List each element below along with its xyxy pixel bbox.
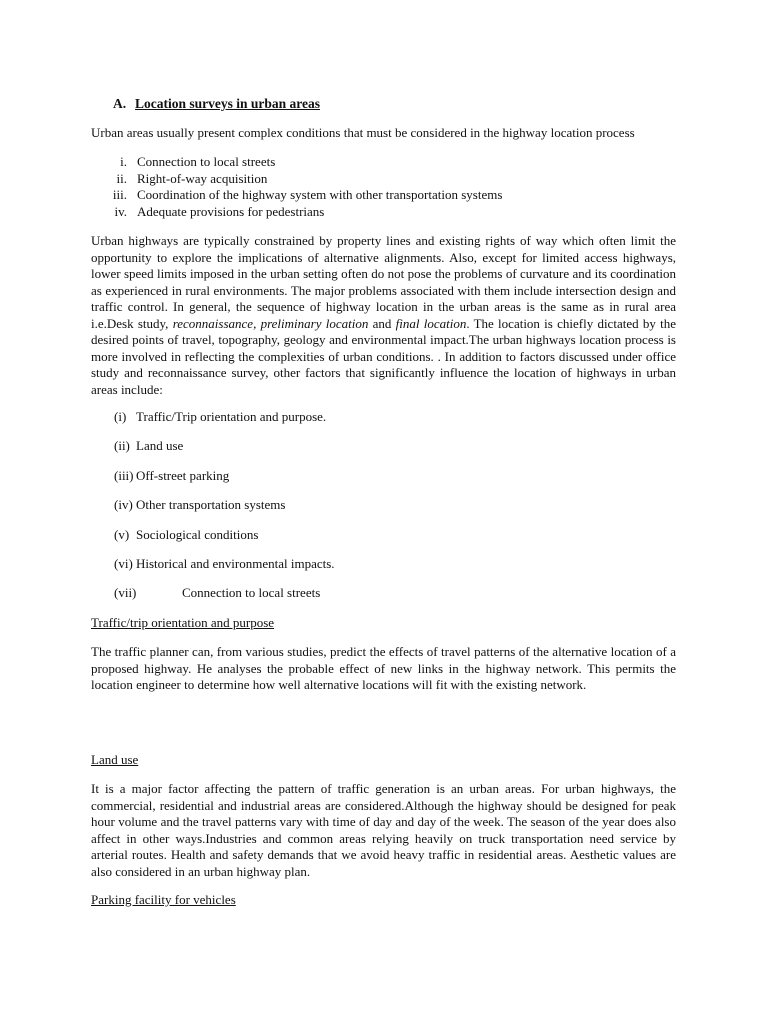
factor-text: Other transportation systems xyxy=(136,497,286,513)
list-item-number: i. xyxy=(120,154,127,169)
list-item-number: iii. xyxy=(112,187,127,202)
list-item-text: Connection to local streets xyxy=(137,154,276,169)
section-title: Location surveys in urban areas xyxy=(135,96,321,111)
factor-text: Historical and environmental impacts. xyxy=(136,555,335,571)
intro-paragraph xyxy=(91,125,676,142)
factor-item xyxy=(114,527,674,556)
main-text-italic-1: reconnaissance, preliminary location xyxy=(172,315,369,331)
list-item-text: Adequate provisions for pedestrians xyxy=(137,203,325,219)
factor-text: Connection to local streets xyxy=(182,585,321,601)
section-letter: A. xyxy=(113,96,127,111)
intro-text: Urban areas usually present complex conditions that must be considered in the highway location process xyxy=(91,125,635,140)
factor-number: (iii) xyxy=(114,467,134,483)
main-text-italic-2: final location xyxy=(395,315,467,331)
list-item-number: iv. xyxy=(114,203,127,219)
factor-number: (vi) xyxy=(114,555,133,571)
factor-item xyxy=(114,556,674,585)
factor-text: Land use xyxy=(136,438,184,454)
list-item-number: ii. xyxy=(116,170,127,186)
landuse-heading: Land use xyxy=(91,752,139,767)
factor-text: Off-street parking xyxy=(136,467,230,483)
factor-item xyxy=(114,585,674,614)
main-text-part-2: and xyxy=(368,315,396,331)
factor-number: (i) xyxy=(114,409,127,424)
landuse-text: It is a major factor affecting the pattern of traffic generation is an urban areas. For urban highways, the commercial, residential and industrial areas are considered.Although the highway should be designed for peak hour volume and the travel patterns vary with time of day and day of the week. The season of the year does also affect in other ways.Industries and common areas relying heavily on truck transportation need service by arterial routes. Health and safety demands that we avoid heavy traffic in residential areas. Aesthetic values are also considered in an urban highway plan. xyxy=(91,781,676,879)
main-text-part-1: Urban highways are typically constrained by property lines and existing rights of way which often limit the opportunity to explore the implications of alternative alignments. Also, except for limited access highways, lower speed limits imposed in the urban setting often do not pose the problems of curvature and its coordination as experienced in rural environments. The major problems associated with them include intersection design and traffic control. In general, the sequence of highway location in the urban areas is the same as in rural area i.e.Desk study, xyxy=(91,233,676,331)
list-item xyxy=(91,154,676,171)
section-heading xyxy=(113,96,320,113)
factor-item xyxy=(114,438,674,467)
list-item-text: Coordination of the highway system with other transportation systems xyxy=(137,187,503,202)
factor-number: (v) xyxy=(114,526,130,542)
list-item xyxy=(91,204,676,221)
list-item xyxy=(91,171,676,188)
list-item xyxy=(91,187,676,204)
main-paragraph-text xyxy=(91,233,676,398)
factor-text: Traffic/Trip orientation and purpose. xyxy=(136,409,327,424)
factor-item xyxy=(114,468,674,497)
factor-item xyxy=(114,497,674,526)
traffic-text: The traffic planner can, from various studies, predict the effects of travel patterns of the alternative location of a proposed highway. He analyses the probable effect of new links in the highway network. This permits the location engineer to determine how well alternative locations will fit with the existing network. xyxy=(91,644,676,692)
list-item-text: Right-of-way acquisition xyxy=(137,170,268,186)
parking-heading: Parking facility for vehicles xyxy=(91,892,236,907)
roman-list xyxy=(91,154,676,220)
traffic-heading: Traffic/trip orientation and purpose xyxy=(91,615,275,630)
main-text-part-3: . The location is chiefly dictated by the desired points of travel, topography, geology and environmental impact.The urban highways location process is more involved in reflecting the complexities of urban conditions. . In addition to factors discussed under office study and reconnaissance survey, other factors that significantly influence the location of highways in urban areas include: xyxy=(91,315,676,397)
main-paragraph xyxy=(91,233,676,398)
factor-text: Sociological conditions xyxy=(136,526,259,542)
factors-list xyxy=(114,409,674,615)
factor-item xyxy=(114,409,674,438)
landuse-paragraph xyxy=(91,781,676,880)
factor-number: (ii) xyxy=(114,438,130,454)
traffic-paragraph xyxy=(91,644,676,694)
factor-number: (iv) xyxy=(114,497,133,513)
factor-number: (vii) xyxy=(114,585,137,601)
